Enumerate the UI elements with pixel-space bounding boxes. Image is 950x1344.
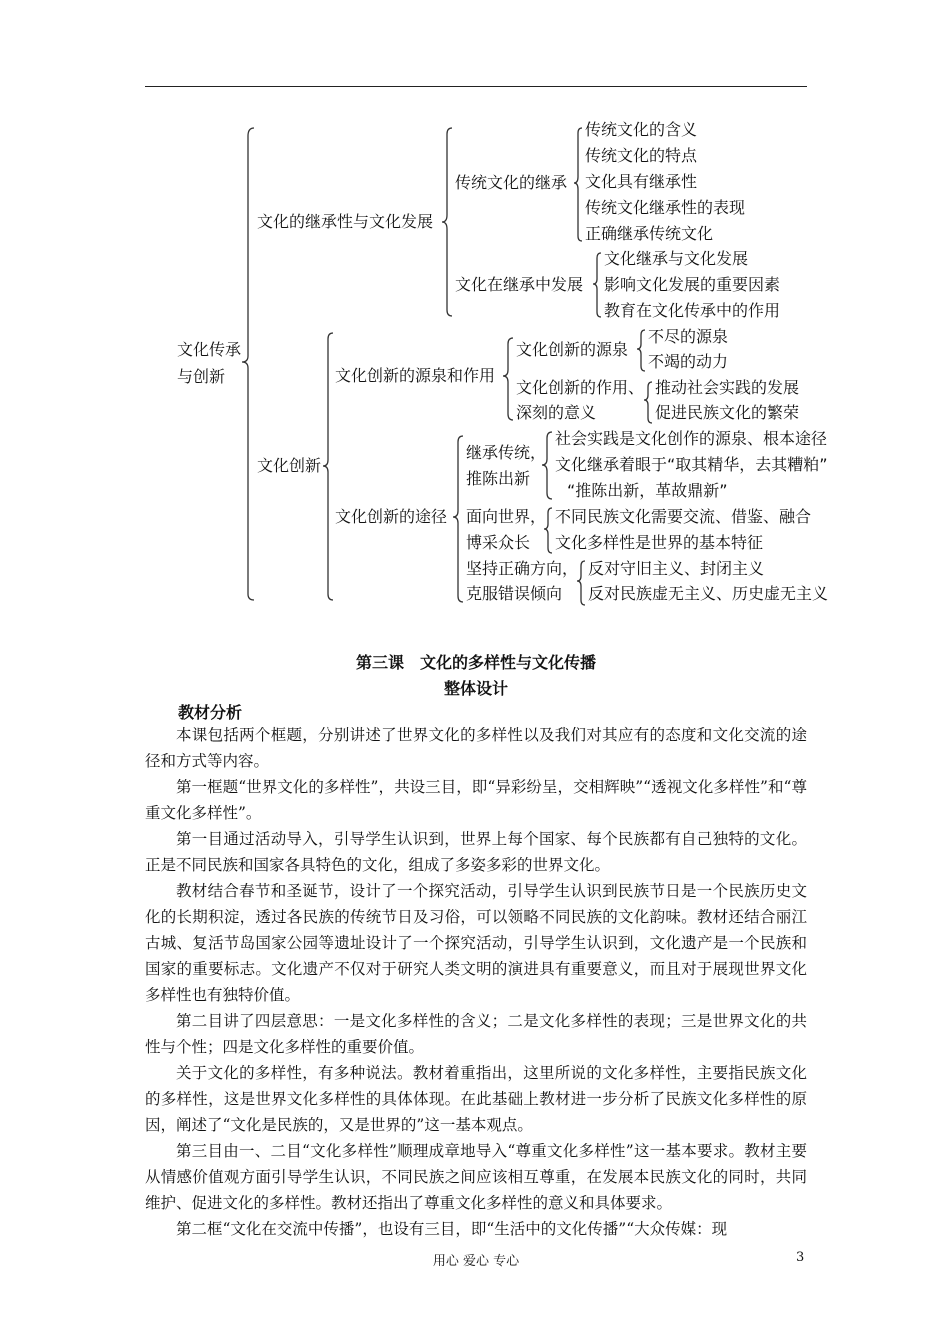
design-title: 整体设计 <box>443 679 508 698</box>
node-direction-line2: 克服错误倾向 <box>466 584 563 603</box>
node-inherit-new-line2: 推陈出新 <box>466 469 531 488</box>
node-source-and-role: 文化创新的源泉和作用 <box>335 366 496 385</box>
leaf-item: 传统文化的含义 <box>585 120 698 139</box>
paragraph: 第二框“文化在交流中传播”，也设有三目，即“生活中的文化传播”“大众传媒：现 <box>176 1220 728 1238</box>
node-inherit-new-line1: 继承传统， <box>466 443 547 462</box>
leaf-item: 文化继承与文化发展 <box>604 249 749 268</box>
leaf-item: 传统文化的特点 <box>585 146 698 165</box>
leaf-item: 不同民族文化需要交流、借鉴、融合 <box>555 507 812 526</box>
node-innovation-role-line2: 深刻的意义 <box>516 403 597 422</box>
node-cultural-innovation: 文化创新 <box>257 456 322 475</box>
brace-direction <box>577 561 585 605</box>
node-inheritance-development: 文化的继承性与文化发展 <box>257 212 434 231</box>
leaf-item: 文化具有继承性 <box>585 172 698 191</box>
brace-source <box>637 330 645 371</box>
page-number: 3 <box>796 1250 805 1265</box>
leaf-item: 正确继承传统文化 <box>585 224 714 243</box>
brace-develop <box>593 253 601 317</box>
paragraph: 第三目由一、二目“文化多样性”顺理成章地导入“尊重文化多样性”这一基本要求。教材主要从情感价值观方面引导学生认识，不同民族之间应该相互尊重，在发展本民族文化的同时，共同维护、促进文化的多样性。教材还指出了尊重文化多样性的意义和具体要求。 <box>145 1142 807 1212</box>
brace-role <box>644 382 652 423</box>
node-innovation-path: 文化创新的途径 <box>335 507 448 526</box>
paragraph: 关于文化的多样性，有多种说法。教材着重指出，这里所说的文化多样性，主要指民族文化的多样性，这是世界文化多样性的具体体现。在此基础上教材进一步分析了民族文化多样性的原因，阐述了“文化是民族的，又是世界的”这一基本观点。 <box>145 1064 807 1134</box>
paragraph: 第一目通过活动导入，引导学生认识到，世界上每个国家、每个民族都有自己独特的文化。正是不同民族和国家各具特色的文化，组成了多姿多彩的世界文化。 <box>145 830 807 874</box>
brace-root <box>242 128 254 600</box>
body-text <box>145 722 807 1242</box>
leaf-item: 推动社会实践的发展 <box>655 378 800 397</box>
paragraph: 本课包括两个框题，分别讲述了世界文化的多样性以及我们对其应有的态度和文化交流的途径和方式等内容。 <box>145 726 807 770</box>
leaf-item: 文化继承着眼于“取其精华，去其糟粕” <box>555 455 828 474</box>
lesson-title: 第三课 文化的多样性与文化传播 <box>355 653 596 672</box>
node-develop-in-inheritance: 文化在继承中发展 <box>455 275 584 294</box>
paragraph: 教材结合春节和圣诞节，设计了一个探究活动，引导学生认识到民族节日是一个民族历史文化的长期积淀，透过各民族的传统节日及习俗，可以领略不同民族的文化韵味。教材还结合丽江古城、复活节岛国家公园等遗址设计了一个探究活动，引导学生认识到，文化遗产是一个民族和国家的重要标志。文化遗产不仅对于研究人类文明的演进具有重要意义，而且对于展现世界文化多样性也有独特价值。 <box>145 882 807 1004</box>
leaf-item: 反对民族虚无主义、历史虚无主义 <box>588 584 829 603</box>
mindmap-braces <box>0 0 950 620</box>
node-traditional-inheritance: 传统文化的继承 <box>455 173 568 192</box>
node-world-line2: 博采众长 <box>466 533 531 552</box>
leaf-item: 社会实践是文化创作的源泉、根本途径 <box>555 429 828 448</box>
brace-innovation <box>323 333 333 600</box>
mindmap-root-line1: 文化传承 <box>177 340 242 359</box>
brace-source-role <box>503 338 513 420</box>
node-innovation-role-line1: 文化创新的作用、 <box>516 378 645 397</box>
node-direction-line1: 坚持正确方向， <box>466 559 579 578</box>
paragraph: 第二目讲了四层意思：一是文化多样性的含义；二是文化多样性的表现；三是世界文化的共性与个性；四是文化多样性的重要价值。 <box>145 1012 807 1056</box>
leaf-item: 不尽的源泉 <box>648 327 729 346</box>
footer-motto: 用心 爱心 专心 <box>432 1254 520 1269</box>
leaf-item: 影响文化发展的重要因素 <box>604 275 781 294</box>
section-title: 教材分析 <box>178 703 243 722</box>
brace-traditional <box>574 128 582 241</box>
node-innovation-source: 文化创新的源泉 <box>516 340 629 359</box>
brace-inheritance <box>442 128 452 316</box>
leaf-item: 传统文化继承性的表现 <box>585 198 746 217</box>
leaf-item: 不竭的动力 <box>648 352 729 371</box>
leaf-item: 文化多样性是世界的基本特征 <box>555 533 764 552</box>
brace-path <box>453 436 463 602</box>
leaf-item: 反对守旧主义、封闭主义 <box>588 559 765 578</box>
node-world-line1: 面向世界， <box>466 507 547 526</box>
leaf-item: 促进民族文化的繁荣 <box>655 403 800 422</box>
leaf-item: “推陈出新，革故鼎新” <box>567 481 728 500</box>
mindmap-root-line2: 与创新 <box>177 367 226 386</box>
leaf-item: 教育在文化传承中的作用 <box>604 301 781 320</box>
paragraph: 第一框题“世界文化的多样性”，共设三目，即“异彩纷呈，交相辉映”“透视文化多样性”和“尊重文化多样性”。 <box>145 778 807 822</box>
